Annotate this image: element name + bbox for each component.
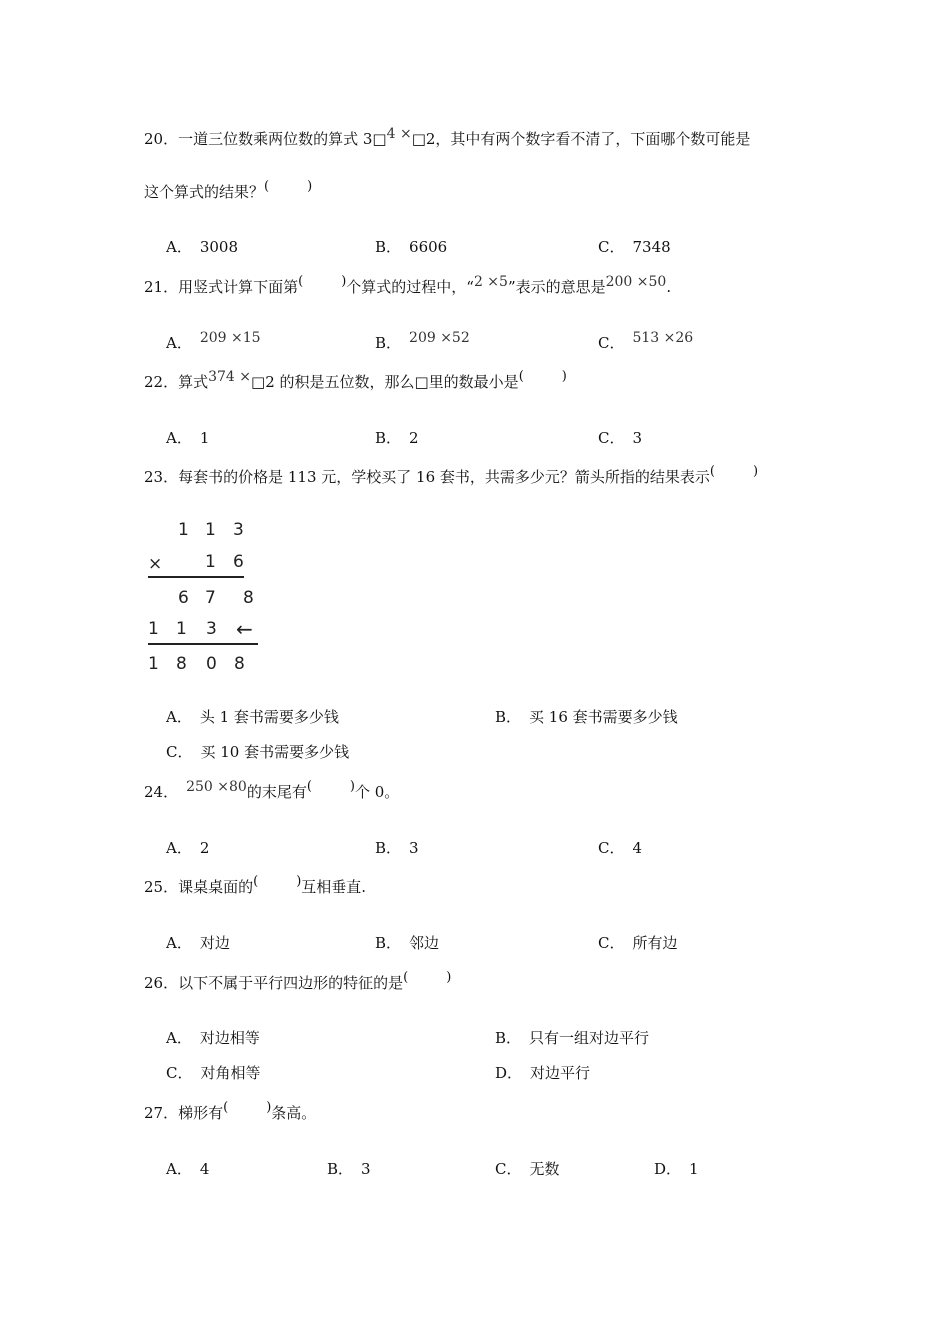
divider-line bbox=[148, 643, 258, 645]
digit: 1 bbox=[205, 552, 216, 572]
option-b[interactable]: B． 6606 bbox=[375, 238, 448, 256]
digit: 1 bbox=[205, 520, 216, 540]
question-number: 24． bbox=[144, 783, 179, 801]
digit: 0 bbox=[206, 654, 217, 674]
question-number: 27． bbox=[144, 1104, 179, 1122]
digit: 1 bbox=[178, 520, 189, 540]
question-24: 24． 250 ×80的末尾有( )个 0。 bbox=[144, 779, 400, 801]
question-number: 22． bbox=[144, 373, 179, 391]
option-b[interactable]: B． 邻边 bbox=[375, 934, 440, 952]
option-c[interactable]: C． 513 ×26 bbox=[598, 330, 694, 352]
option-b[interactable]: B． 3 bbox=[375, 839, 419, 857]
digit: 6 bbox=[233, 552, 244, 572]
answer-blank[interactable]: ( ) bbox=[253, 874, 302, 889]
option-b[interactable]: B． 2 bbox=[375, 429, 419, 447]
option-b[interactable]: B． 只有一组对边平行 bbox=[495, 1029, 650, 1047]
option-c[interactable]: C． 无数 bbox=[495, 1160, 560, 1178]
digit: 1 bbox=[176, 619, 187, 639]
question-number: 25． bbox=[144, 878, 179, 896]
question-21: 21．用竖式计算下面第( )个算式的过程中，“2 ×5”表示的意思是200 ×50. bbox=[144, 274, 672, 296]
digit: 8 bbox=[243, 588, 254, 608]
option-b[interactable]: B． 3 bbox=[327, 1160, 371, 1178]
digit: 8 bbox=[234, 654, 245, 674]
answer-blank[interactable]: ( ) bbox=[403, 970, 452, 985]
question-27: 27．梯形有( )条高。 bbox=[144, 1100, 317, 1122]
answer-blank[interactable]: ( ) bbox=[264, 179, 313, 194]
arrow-left-icon: ← bbox=[236, 617, 253, 641]
digit: 6 bbox=[178, 588, 189, 608]
option-c[interactable]: C． 7348 bbox=[598, 238, 671, 256]
option-a[interactable]: A． 4 bbox=[166, 1160, 210, 1178]
option-c[interactable]: C． 3 bbox=[598, 429, 643, 447]
question-number: 21． bbox=[144, 278, 179, 296]
option-d[interactable]: D． 1 bbox=[654, 1160, 699, 1178]
question-25: 25．课桌桌面的( )互相垂直. bbox=[144, 874, 367, 896]
answer-blank[interactable]: ( ) bbox=[518, 369, 567, 384]
digit: 1 bbox=[148, 654, 159, 674]
question-20-line2: 这个算式的结果？( ) bbox=[144, 179, 313, 201]
option-a[interactable]: A． 2 bbox=[166, 839, 210, 857]
question-number: 26． bbox=[144, 974, 179, 992]
answer-blank[interactable]: ( ) bbox=[306, 779, 355, 794]
digit: 3 bbox=[233, 520, 244, 540]
question-number: 23． bbox=[144, 468, 179, 486]
option-c[interactable]: C． 所有边 bbox=[598, 934, 678, 952]
option-b[interactable]: B． 买 16 套书需要多少钱 bbox=[495, 708, 678, 726]
question-20-line1: 20．一道三位数乘两位数的算式 3□4 ×□2，其中有两个数字看不清了，下面哪个数可能是 bbox=[144, 126, 751, 148]
question-23: 23．每套书的价格是 113 元，学校买了 16 套书，共需多少元？箭头所指的结果表示( ) bbox=[144, 464, 759, 486]
answer-blank[interactable]: ( ) bbox=[223, 1100, 272, 1115]
option-a[interactable]: A． 1 bbox=[166, 429, 210, 447]
option-d[interactable]: D． 对边平行 bbox=[495, 1064, 591, 1082]
divider-line bbox=[148, 576, 244, 578]
question-26: 26．以下不属于平行四边形的特征的是( ) bbox=[144, 970, 452, 992]
option-c[interactable]: C． 买 10 套书需要多少钱 bbox=[166, 743, 350, 761]
answer-blank[interactable]: ( ) bbox=[298, 274, 347, 289]
option-a[interactable]: A． 209 ×15 bbox=[166, 330, 261, 352]
option-a[interactable]: A． 3008 bbox=[166, 238, 239, 256]
digit: 1 bbox=[148, 619, 159, 639]
question-number: 20． bbox=[144, 130, 179, 148]
option-a[interactable]: A． 对边 bbox=[166, 934, 230, 952]
question-22: 22．算式374 ×□2 的积是五位数，那么□里的数最小是( ) bbox=[144, 369, 567, 391]
digit: 8 bbox=[176, 654, 187, 674]
option-a[interactable]: A． 头 1 套书需要多少钱 bbox=[166, 708, 339, 726]
option-c[interactable]: C． 对角相等 bbox=[166, 1064, 261, 1082]
digit: 7 bbox=[205, 588, 216, 608]
option-b[interactable]: B． 209 ×52 bbox=[375, 330, 470, 352]
answer-blank[interactable]: ( ) bbox=[709, 464, 759, 479]
option-c[interactable]: C． 4 bbox=[598, 839, 643, 857]
digit: 3 bbox=[206, 619, 217, 639]
times-sign: × bbox=[148, 554, 163, 574]
option-a[interactable]: A． 对边相等 bbox=[166, 1029, 260, 1047]
